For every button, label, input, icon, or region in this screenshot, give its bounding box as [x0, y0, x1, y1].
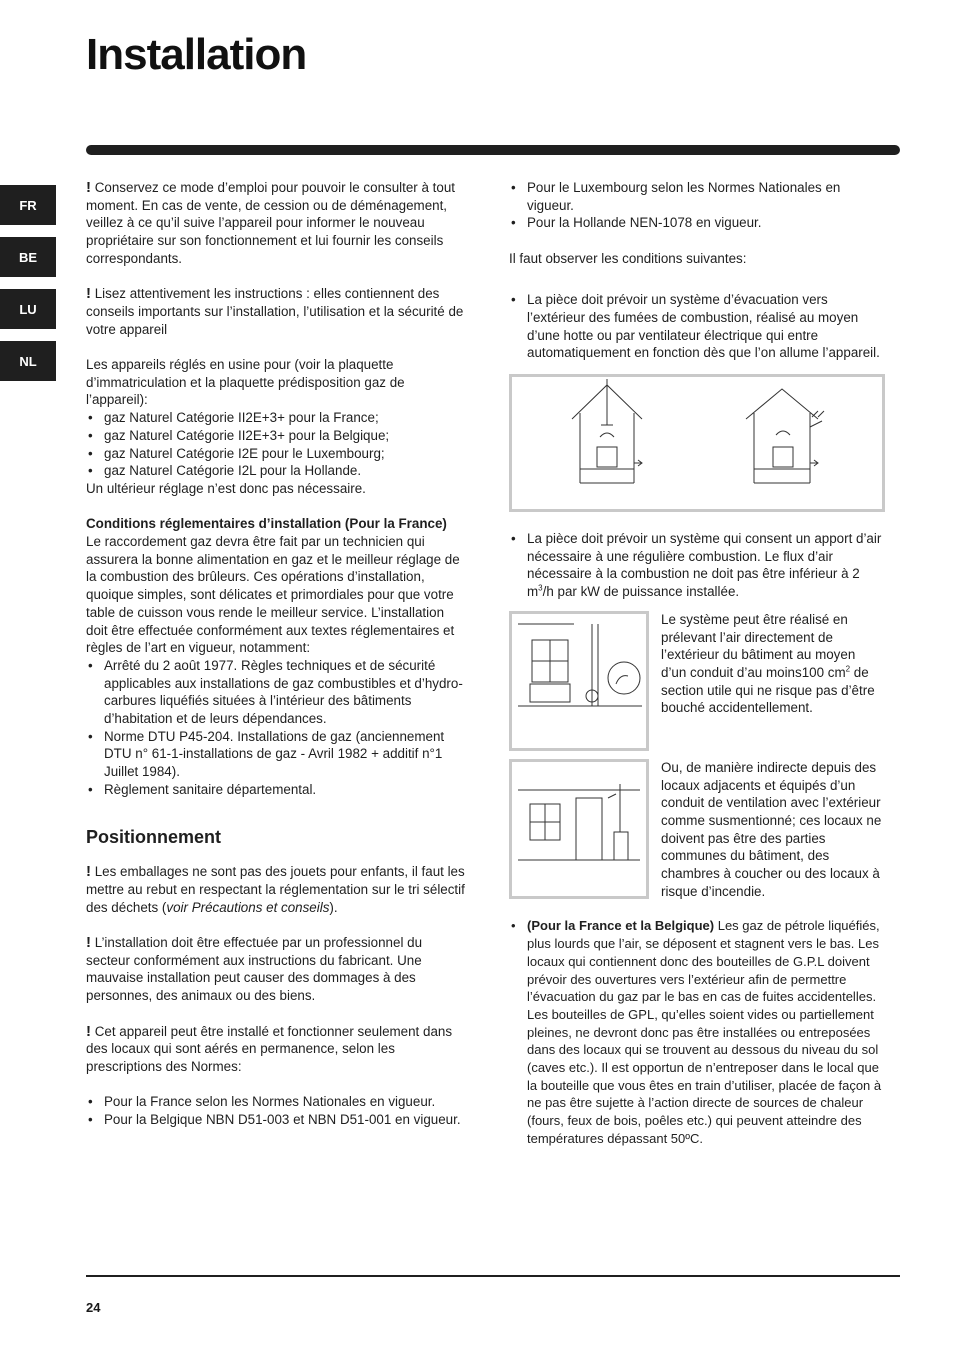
warning-icon: ! [86, 863, 91, 881]
list-item: • Règlement sanitaire départemental. [86, 781, 468, 799]
warning-paragraph-3: ! Les emballages ne sont pas des jouets pour enfants, il faut les mettre au rebut en respectant la réglementation sur le tri sélectif des déchets (voir Précautions et conseils). [86, 863, 465, 915]
warning-paragraph-4: ! L’installation doit être effectuée par un professionnel du secteur conformément aux instructions du fabricant. Une mauvaise installation peut causer des dommages à des personnes, des animaux ou des biens. [86, 934, 423, 1004]
page-number: 24 [86, 1300, 101, 1315]
list-item: • La pièce doit prévoir un système d’évacuation vers l’extérieur des fumées de combustion, réalisé au moyen d’une hotte ou par ventilateur électrique qui entre automatiquement en fonction dès que l’on allume l’appareil. [509, 291, 889, 362]
list-item: • gaz Naturel Catégorie II2E+3+ pour la Belgique; [86, 427, 468, 445]
warning-icon: ! [86, 285, 91, 303]
right-column [509, 179, 889, 1148]
air-intake-row-2 [509, 759, 889, 901]
norms-list-right [509, 179, 889, 232]
page-title: Installation [86, 30, 307, 79]
positioning-heading: Positionnement [86, 826, 222, 847]
list-item: • La pièce doit prévoir un système qui consent un apport d’air nécessaire à une régulière combustion. Le flux d’air nécessaire à la combustion ne doit pas être inférieur à 2 $m^3/h$ par kW de puissance installée. [509, 530, 889, 601]
warning-text-1: Conservez ce mode d’emploi pour pouvoir le consulter à tout moment. En cas de vente, de cession ou de déménagement, veillez à ce qu’il suive l’appareil pour informer le nouveau propriétaire sur son fonctionnement et lui fournir les conseils correspondants. [86, 180, 455, 266]
list-item: • Norme DTU P45-204. Installations de gaz (anciennement DTU n° 61-1-installations de gaz - Avril 1982 + additif n°1 Juillet 1984). [86, 728, 468, 781]
warning-paragraph-1 [86, 179, 468, 268]
cross-reference: voir Précautions et conseils [166, 899, 330, 915]
regulations-list [86, 657, 468, 799]
air-intake-row-1 [509, 611, 889, 751]
lpg-list [509, 917, 889, 1147]
lpg-heading: (Pour la France et la Belgique) [527, 918, 715, 934]
list-item: • gaz Naturel Catégorie I2L pour la Hollande. [86, 462, 468, 480]
ventilation-figure [509, 374, 885, 512]
window-duct-illustration [512, 614, 646, 748]
adjacent-room-illustration [512, 762, 646, 896]
list-item: • gaz Naturel Catégorie I2E pour le Luxembourg; [86, 445, 468, 463]
gas-category-list [86, 409, 468, 480]
lang-tab-be[interactable]: BE [0, 237, 56, 277]
house-exhaust-illustration [512, 377, 882, 509]
bottom-rule [86, 1275, 900, 1277]
direct-air-intake-text: Le système peut être réalisé en prélevant l’air directement de l’extérieur du bâtiment au moyen d’un conduit d’au moins100 $cm^2$ de section utile qui ne risque pas d’être bouché accidentellement. [661, 611, 875, 716]
top-rule [86, 145, 900, 155]
list-item: • Pour la Hollande NEN-1078 en vigueur. [509, 214, 889, 232]
warning-paragraph-5: ! Cet appareil peut être installé et fonctionner seulement dans des locaux qui sont aérés en permanence, selon les prescriptions des Normes: [86, 1022, 453, 1074]
indirect-air-intake-figure [509, 759, 649, 899]
warning-icon: ! [86, 179, 91, 196]
list-item: • Pour le Luxembourg selon les Normes Nationales en vigueur. [509, 179, 889, 214]
condition-list-2 [509, 530, 889, 601]
lang-tab-fr[interactable]: FR [0, 185, 56, 225]
observe-text: Il faut observer les conditions suivantes: [509, 250, 747, 266]
lang-tab-lu[interactable]: LU [0, 289, 56, 329]
condition-list-1 [509, 291, 889, 362]
warning-icon: ! [86, 934, 91, 952]
list-item: • gaz Naturel Catégorie II2E+3+ pour la France; [86, 409, 468, 427]
no-adjustment-text: Un ultérieur réglage n’est donc pas nécessaire. [86, 480, 366, 496]
direct-air-intake-figure [509, 611, 649, 751]
list-item: • Pour la France selon les Normes Nationales en vigueur. [86, 1093, 468, 1111]
conditions-paragraph: Le raccordement gaz devra être fait par un technicien qui assurera la bonne alimentation en gaz et le meilleur réglage de la combustion des brûleurs. Ces opérations d’installation, quoique simples, sont délicates et primordiales pour que votre table de cuisson vous rende le meilleur service. L’installation doit être effectuée conformément aux textes réglementaires et règles de l’art en vigueur, notamment: [86, 534, 460, 656]
lang-tab-nl[interactable]: NL [0, 341, 56, 381]
warning-paragraph-2 [86, 285, 468, 338]
indirect-air-intake-text: Ou, de manière indirecte depuis des locaux adjacents et équipés d’un conduit de ventilation avec l’extérieur comme susmentionné; ces locaux ne doivent pas être des parties communes du bâtiment, des chambres à coucher ou des locaux à risque d’incendie. [661, 759, 882, 899]
factory-settings-paragraph: Les appareils réglés en usine pour (voir la plaquette d’immatriculation et la plaquette prédisposition gaz de l’appareil): [86, 357, 405, 408]
warning-icon: ! [86, 1022, 91, 1040]
conditions-heading: Conditions réglementaires d’installation (Pour la France) [86, 516, 447, 532]
left-column [86, 179, 468, 1129]
norms-list-left [86, 1093, 468, 1128]
list-item: • Pour la Belgique NBN D51-003 et NBN D51-001 en vigueur. [86, 1111, 468, 1129]
list-item: • Arrêté du 2 août 1977. Règles techniques et de sécurité applicables aux installations de gaz combustibles et d’hydro-carbures liquéfiés situées à l’intérieur des bâtiments d’habitation et de leurs dépendances. [86, 657, 468, 728]
list-item: • (Pour la France et la Belgique) Les gaz de pétrole liquéfiés, plus lourds que l’air, se déposent et stagnent vers le bas. Les locaux qui contiennent donc des bouteilles de G.P.L doivent prévoir des ouvertures vers l’extérieur afin de permettre l’évacuation du gaz par le bas en cas de fuites accidentelles. Les bouteilles de GPL, qu’elles soient vides ou partiellement pleines, ne devront donc pas être installées ou entreposées dans des locaux qui se trouvent au dessous du niveau du sol (caves etc.). Il est opportun de n’entreposer dans le local que la bouteille que vous êtes en train d’utiliser, placée de façon à ne pas être sujette à l’action directe de sources de chaleur (fours, feux de bois, poêles etc.) qui peuvent atteindre des températures dépassant 50ºC. [509, 917, 889, 1147]
warning-text-2: Lisez attentivement les instructions : elles contiennent des conseils importants sur l’installation, l’utilisation et la sécurité de votre appareil [86, 286, 464, 337]
